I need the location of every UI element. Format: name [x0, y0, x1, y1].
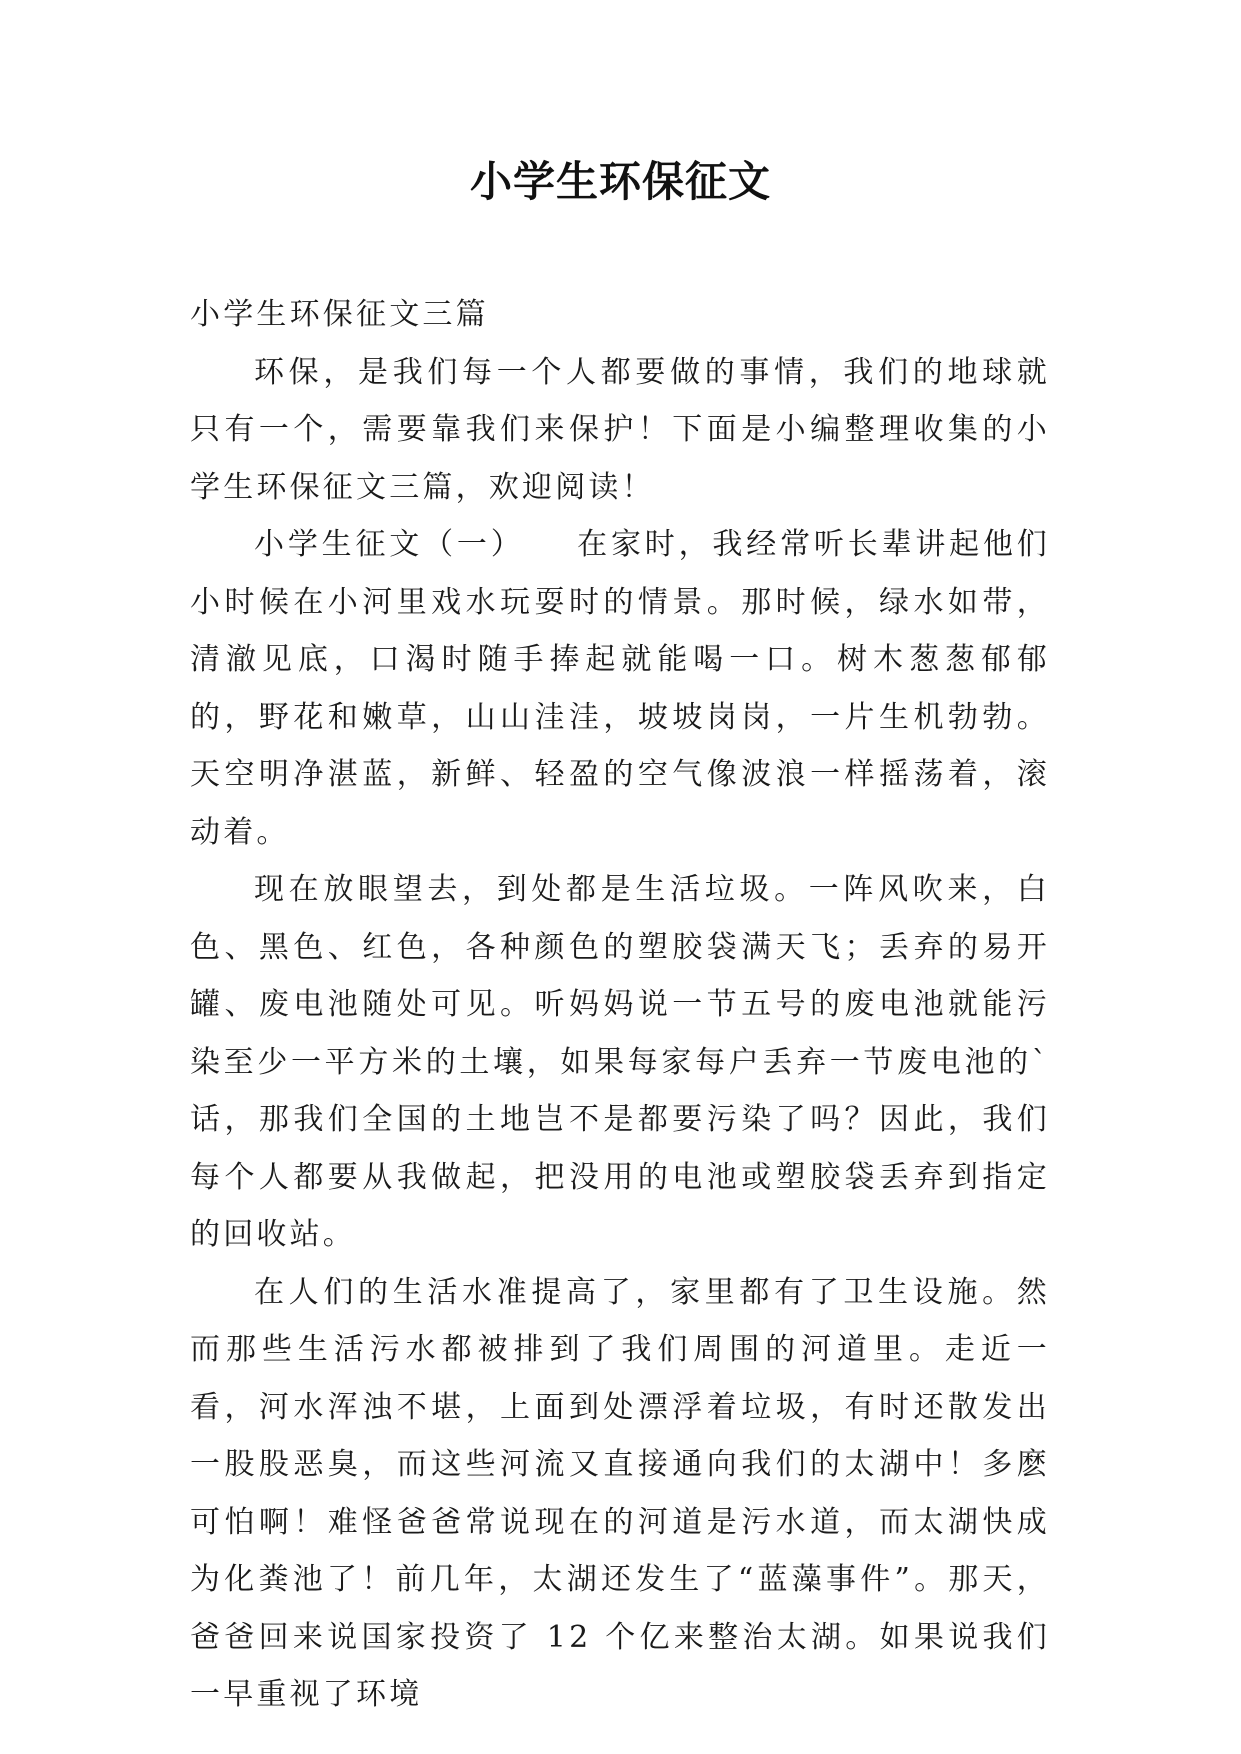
paragraph-essay-one-opening: 小学生征文（一） 在家时，我经常听长辈讲起他们小时候在小河里戏水玩耍时的情景。那时候，绿水如带，清澈见底，口渴时随手捧起就能喝一口。树木葱葱郁郁的，野花和嫩草，山山洼洼，坡坡岗岗，一片生机勃勃。天空明净湛蓝，新鲜、轻盈的空气像波浪一样摇荡着，滚动着。 — [190, 527, 1050, 850]
paragraph-intro: 环保，是我们每一个人都要做的事情，我们的地球就只有一个，需要靠我们来保护！下面是小编整理收集的小学生环保征文三篇，欢迎阅读！ — [190, 354, 1050, 505]
document-subtitle: 小学生环保征文三篇 — [190, 297, 489, 332]
paragraph-river-pollution: 在人们的生活水准提高了，家里都有了卫生设施。然而那些生活污水都被排到了我们周围的河道里。走近一看，河水浑浊不堪，上面到处漂浮着垃圾，有时还散发出一股股恶臭，而这些河流又直接通向我们的太湖中！多麽可怕啊！难怪爸爸常说现在的河道是污水道，而太湖快成为化粪池了！前几年，太湖还发生了“蓝藻事件”。那天，爸爸回来说国家投资了 12 个亿来整治太湖。如果说我们一早重视了环境 — [190, 1274, 1050, 1712]
document-body — [190, 286, 1050, 1724]
paragraph-garbage: 现在放眼望去，到处都是生活垃圾。一阵风吹来，白色、黑色、红色，各种颜色的塑胶袋满天飞；丢弃的易开罐、废电池随处可见。听妈妈说一节五号的废电池就能污染至少一平方米的土壤，如果每家每户丢弃一节废电池的`话，那我们全国的土地岂不是都要污染了吗？因此，我们每个人都要从我做起，把没用的电池或塑胶袋丢弃到指定的回收站。 — [190, 872, 1050, 1252]
document-title: 小学生环保征文 — [469, 157, 771, 206]
